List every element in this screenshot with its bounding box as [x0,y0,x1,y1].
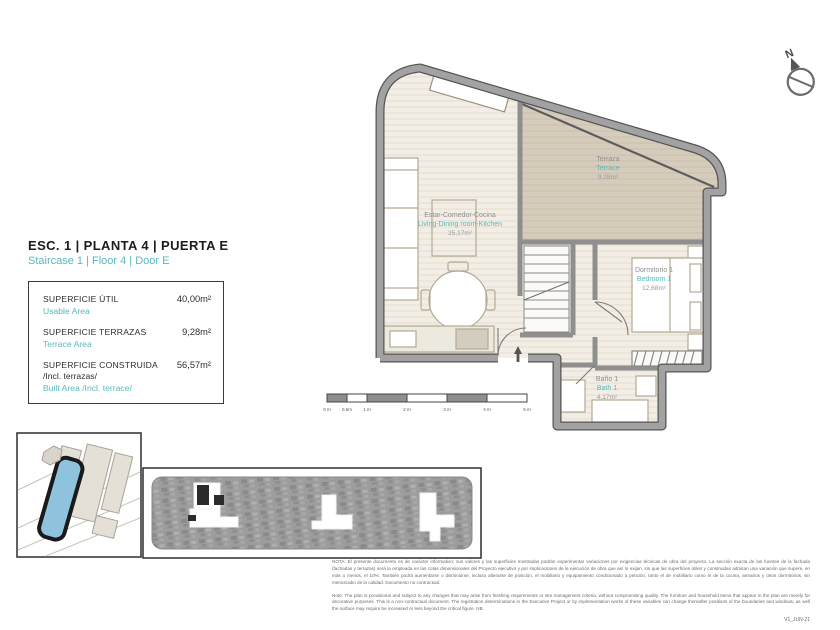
scale-bar [322,390,542,416]
legal-notes [332,559,810,623]
area-label: SUPERFICIE CONSTRUIDA [43,360,158,370]
area-translation: Terrace Area [43,339,92,349]
area-value: 40,00m² [176,294,211,304]
area-value: 56,57m² [176,360,211,370]
scale-label: 1 m [363,407,371,412]
north-compass [762,42,832,104]
shower [592,400,648,424]
north-label: N [783,46,796,62]
terrace-area: 9,28m² [597,174,619,181]
area-translation: Built Area /Incl. terrace/ [43,383,132,393]
scale-label: 4 m [483,407,491,412]
note-english: Note: The plan is provisional and subject to any changes that may arise from finishing requirements or site management criteria, without compromising quality. The furniture and household items that appear in the plan are merely for decorative purposes. This is a non-contractual document. The registration determinations in the Executive Project or by implementation works of these variables can change thereafter positions of the boundaries and windows, as well the surface may require be increased or less beyond the critical figure. NB. [332,592,810,612]
living-name-es: Estar-Comedor-Cocina [424,212,496,219]
site-location-plan [16,432,142,558]
terrace [520,97,722,242]
north-arrow-icon [775,44,817,99]
area-label: SUPERFICIE ÚTIL [43,294,119,304]
bath-area: 4,17m² [596,394,618,401]
table-row [43,327,211,349]
scale-label: 0.5m [341,407,353,412]
staircase [524,246,569,332]
living-area: 25,17m² [448,230,472,237]
surface-area-table [28,281,224,404]
bedroom-name-es: Dormitorio 1 [634,267,674,274]
kitchen-counter [382,326,494,352]
area-translation: Usable Area [43,306,90,316]
scale-label: 2 m [403,407,411,412]
plan-header [28,238,328,267]
note-spanish: NOTA: El presente documento es de carácter informativo; sus valores y las superficies mostradas podrán experimentar variaciones por exigencias técnicas de obra del proyecto. La sección exacta de las fuentes de la fachada (fachadas y terrazas) será la empleada en las cotas dimensionales del Proyecto ejecutivo y por implicaciones de la ejecución de obra que así lo exijan, sin que las superficies útiles y construidas admitan una variación que supere, en más o menos, el 10%. También podrá aumentarse o disminuirse, incluso alterarse de posición, el mobiliario y equipamiento condicionado a petición, tanto el de mobiliario como el de la cocina, armarios y otros dormitorios, sin menoscabo de la calidad. Documento no contractual. [332,559,810,585]
area-sublabel: /Incl. terrazas/ [43,371,97,381]
plan-version: V1_JUN-21 [784,617,810,624]
area-label: SUPERFICIE TERRAZAS [43,327,147,337]
terrace-name-es: Terraza [596,156,620,163]
apartment-floorplan [370,50,740,435]
sofa [384,158,418,300]
living-name-en: Living-Dining room-Kitchen [417,221,503,228]
scale-label: 0 m [323,407,331,412]
terrace-name-en: Terrace [596,165,620,172]
page-title: ESC. 1 | PLANTA 4 | PUERTA E [28,238,229,253]
nightstand [688,334,704,350]
table-row [43,294,211,316]
area-value: 9,28m² [182,327,211,337]
toilet [636,376,656,396]
bedroom-name-en: Bedroom 1 [636,276,672,283]
bedroom-area: 12,68m² [642,285,666,292]
bath-name-es: Baño 1 [595,376,619,383]
bath-name-en: Bath 1 [596,385,618,392]
sink [561,380,585,412]
page-subtitle: Staircase 1 | Floor 4 | Door E [28,255,170,267]
scale-label: 3 m [443,407,451,412]
scale-label: 5 m [523,407,531,412]
table-row [43,360,211,393]
building-key-plan [142,467,482,559]
